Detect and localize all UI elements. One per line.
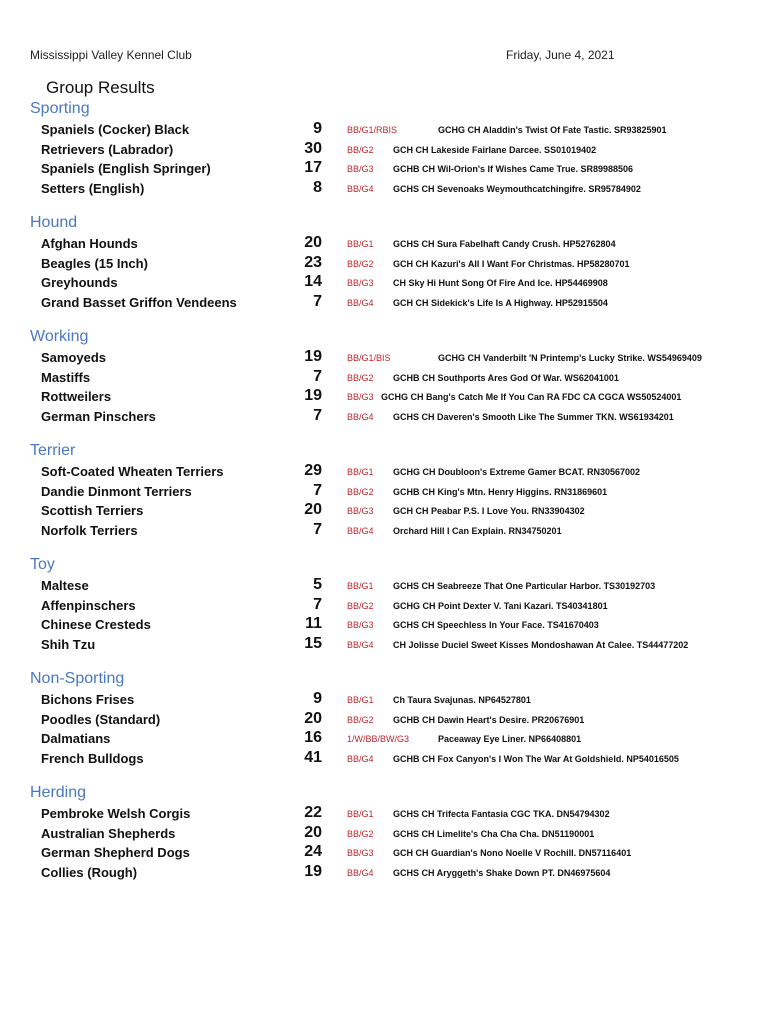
winning-dog: GCHS CH Trifecta Fantasia CGC TKA. DN54794302 — [393, 809, 610, 819]
award-label: BB/G1 — [347, 467, 374, 477]
award-label: BB/G1 — [347, 809, 374, 819]
breed-name: Chinese Cresteds — [41, 617, 151, 633]
entry-count: 30 — [304, 139, 322, 157]
group-section-hound — [0, 212, 770, 326]
report-date: Friday, June 4, 2021 — [506, 48, 615, 62]
breed-name: Australian Shepherds — [41, 825, 176, 841]
result-row — [0, 179, 770, 199]
winning-dog: GCH CH Sidekick's Life Is A Highway. HP52915504 — [393, 298, 608, 309]
group-section-herding — [0, 782, 770, 896]
result-row — [0, 863, 770, 883]
result-row — [0, 120, 770, 140]
award-label: BB/G2 — [347, 714, 374, 725]
result-row — [0, 804, 770, 824]
winning-dog: GCHB CH Southports Ares God Of War. WS62041001 — [393, 372, 619, 383]
result-row — [0, 482, 770, 502]
award-label: BB/G3 — [347, 278, 374, 289]
entry-count: 23 — [304, 253, 322, 271]
entry-count: 19 — [304, 387, 322, 405]
breed-name: Shih Tzu — [41, 637, 96, 653]
winning-dog: GCHG CH Vanderbilt 'N Printemp's Lucky Strike. WS54969409 — [438, 353, 702, 363]
group-heading: Sporting — [30, 100, 90, 117]
entry-count: 19 — [304, 863, 322, 881]
breed-name: Rottweilers — [41, 389, 112, 405]
winning-dog: GCHG CH Aladdin's Twist Of Fate Tastic. SR93825901 — [438, 125, 667, 135]
winning-dog: GCHG CH Point Dexter V. Tani Kazari. TS40341801 — [393, 600, 608, 611]
entry-count: 20 — [304, 501, 322, 519]
entry-count: 7 — [313, 407, 322, 425]
winning-dog: GCH CH Lakeside Fairlane Darcee. SS01019402 — [393, 144, 597, 155]
breed-name: Retrievers (Labrador) — [41, 141, 174, 157]
award-label: BB/G2 — [347, 258, 374, 269]
entry-count: 7 — [313, 521, 322, 539]
breed-name: Grand Basset Griffon Vendeens — [41, 295, 237, 311]
breed-name: Scottish Terriers — [41, 503, 144, 519]
breed-name: Spaniels (English Springer) — [41, 161, 211, 177]
group-heading: Herding — [30, 784, 87, 801]
group-heading: Terrier — [30, 442, 76, 459]
group-section-working — [0, 326, 770, 440]
result-list — [0, 234, 770, 313]
group-section-terrier — [0, 440, 770, 554]
breed-name: Spaniels (Cocker) Black — [41, 122, 190, 137]
result-row — [0, 462, 770, 482]
award-label: BB/G4 — [347, 298, 374, 309]
award-label: BB/G3 — [347, 620, 374, 631]
award-label: BB/G4 — [347, 526, 374, 537]
award-label: BB/G4 — [347, 184, 374, 195]
breed-name: Affenpinschers — [41, 597, 136, 613]
group-heading: Hound — [30, 214, 78, 231]
winning-dog: GCH CH Kazuri's All I Want For Christmas. HP58280701 — [393, 258, 630, 269]
winning-dog: GCH CH Guardian's Nono Noelle V Rochill. DN57116401 — [393, 848, 632, 859]
document-title: Group Results — [46, 78, 155, 97]
entry-count: 20 — [304, 234, 322, 251]
winning-dog: GCHS CH Limelite's Cha Cha Cha. DN51190001 — [393, 828, 595, 839]
entry-count: 17 — [304, 159, 322, 177]
breed-name: Dalmatians — [41, 731, 111, 747]
breed-name: Mastiffs — [41, 369, 91, 385]
breed-name: Poodles (Standard) — [41, 711, 161, 727]
award-label: BB/G4 — [347, 640, 374, 651]
entry-count: 22 — [304, 804, 322, 821]
breed-name: Norfolk Terriers — [41, 523, 138, 539]
club-name: Mississippi Valley Kennel Club — [30, 48, 192, 62]
result-row — [0, 348, 770, 368]
group-section-toy — [0, 554, 770, 668]
result-list — [0, 690, 770, 769]
group-section-non-sporting — [0, 668, 770, 782]
group-heading: Non-Sporting — [30, 670, 125, 687]
result-list — [0, 348, 770, 427]
entry-count: 7 — [313, 293, 322, 311]
result-row — [0, 234, 770, 254]
winning-dog: Paceaway Eye Liner. NP66408801 — [438, 734, 582, 745]
result-row — [0, 690, 770, 710]
breed-name: Samoyeds — [41, 350, 107, 365]
result-row — [0, 293, 770, 313]
group-section-sporting — [0, 98, 770, 212]
award-label: BB/G3 — [347, 848, 374, 859]
winning-dog: GCHG CH Doubloon's Extreme Gamer BCAT. RN30567002 — [393, 467, 641, 477]
result-list — [0, 462, 770, 541]
winning-dog: Orchard Hill I Can Explain. RN34750201 — [393, 526, 562, 537]
result-row — [0, 596, 770, 616]
award-label: BB/G1 — [347, 581, 374, 591]
entry-count: 9 — [313, 690, 322, 707]
winning-dog: GCHS CH Sevenoaks Weymouthcatchingifre. SR95784902 — [393, 184, 641, 195]
result-list — [0, 576, 770, 655]
breed-name: Maltese — [41, 578, 89, 593]
entry-count: 7 — [313, 367, 322, 385]
winning-dog: GCHB CH King's Mtn. Henry Higgins. RN31869601 — [393, 486, 608, 497]
winning-dog: GCHS CH Speechless In Your Face. TS41670403 — [393, 620, 599, 631]
breed-name: Soft-Coated Wheaten Terriers — [41, 464, 224, 479]
award-label: BB/G2 — [347, 486, 374, 497]
award-label: BB/G1/BIS — [347, 353, 391, 363]
result-row — [0, 729, 770, 749]
result-row — [0, 843, 770, 863]
entry-count: 15 — [304, 635, 322, 653]
result-row — [0, 710, 770, 730]
entry-count: 9 — [313, 120, 322, 137]
breed-name: Pembroke Welsh Corgis — [41, 806, 191, 821]
award-label: BB/G4 — [347, 754, 374, 765]
award-label: BB/G1 — [347, 239, 374, 249]
award-label: BB/G2 — [347, 144, 374, 155]
award-label: BB/G1 — [347, 695, 374, 705]
result-row — [0, 368, 770, 388]
entry-count: 5 — [313, 576, 322, 593]
award-label: BB/G3 — [347, 164, 374, 175]
entry-count: 16 — [304, 729, 322, 747]
entry-count: 20 — [304, 709, 322, 727]
breed-name: German Pinschers — [41, 409, 156, 425]
winning-dog: Ch Taura Svajunas. NP64527801 — [393, 695, 531, 705]
breed-name: Beagles (15 Inch) — [41, 255, 148, 271]
result-row — [0, 501, 770, 521]
result-list — [0, 804, 770, 883]
result-row — [0, 824, 770, 844]
award-label: BB/G2 — [347, 828, 374, 839]
entry-count: 24 — [304, 843, 322, 861]
award-label: 1/W/BB/BW/G3 — [347, 734, 410, 745]
entry-count: 11 — [305, 615, 322, 633]
winning-dog: GCHS CH Sura Fabelhaft Candy Crush. HP52762804 — [393, 239, 616, 249]
award-label: BB/G4 — [347, 868, 374, 879]
winning-dog: GCHB CH Fox Canyon's I Won The War At Goldshield. NP54016505 — [393, 754, 679, 765]
award-label: BB/G4 — [347, 412, 374, 423]
breed-name: Dandie Dinmont Terriers — [41, 483, 192, 499]
winning-dog: CH Jolisse Duciel Sweet Kisses Mondoshawan At Calee. TS44477202 — [393, 640, 689, 651]
entry-count: 7 — [313, 595, 322, 613]
group-results — [0, 98, 770, 896]
result-row — [0, 407, 770, 427]
result-row — [0, 140, 770, 160]
result-row — [0, 576, 770, 596]
entry-count: 14 — [304, 273, 322, 291]
winning-dog: GCHS CH Aryggeth's Shake Down PT. DN46975604 — [393, 868, 611, 879]
winning-dog: GCHS CH Daveren's Smooth Like The Summer TKN. WS61934201 — [393, 412, 674, 423]
result-row — [0, 615, 770, 635]
group-heading: Toy — [30, 556, 55, 573]
breed-name: German Shepherd Dogs — [41, 845, 190, 861]
result-row — [0, 273, 770, 293]
breed-name: Afghan Hounds — [41, 236, 138, 251]
award-label: BB/G1/RBIS — [347, 125, 398, 135]
winning-dog: GCHB CH Dawin Heart's Desire. PR20676901 — [393, 714, 585, 725]
entry-count: 7 — [313, 481, 322, 499]
result-row — [0, 635, 770, 655]
award-label: BB/G3 — [347, 392, 374, 403]
winning-dog: GCHB CH Wil-Orion's If Wishes Came True. SR89988506 — [393, 164, 634, 175]
award-label: BB/G2 — [347, 372, 374, 383]
winning-dog: CH Sky Hi Hunt Song Of Fire And Ice. HP54469908 — [393, 278, 608, 289]
award-label: BB/G3 — [347, 506, 374, 517]
winning-dog: GCHG CH Bang's Catch Me If You Can RA FDC CA CGCA WS50524001 — [381, 392, 682, 403]
entry-count: 19 — [304, 348, 322, 365]
breed-name: French Bulldogs — [41, 751, 144, 767]
award-label: BB/G2 — [347, 600, 374, 611]
group-heading: Working — [30, 328, 89, 345]
winning-dog: GCH CH Peabar P.S. I Love You. RN33904302 — [393, 506, 585, 517]
result-row — [0, 254, 770, 274]
result-row — [0, 749, 770, 769]
breed-name: Greyhounds — [41, 275, 118, 291]
result-row — [0, 387, 770, 407]
breed-name: Setters (English) — [41, 181, 145, 197]
result-row — [0, 159, 770, 179]
breed-name: Collies (Rough) — [41, 865, 138, 881]
entry-count: 20 — [304, 823, 322, 841]
result-list — [0, 120, 770, 199]
winning-dog: GCHS CH Seabreeze That One Particular Harbor. TS30192703 — [393, 581, 656, 591]
breed-name: Bichons Frises — [41, 692, 135, 707]
entry-count: 29 — [304, 462, 322, 479]
entry-count: 41 — [304, 749, 322, 767]
result-row — [0, 521, 770, 541]
entry-count: 8 — [313, 179, 322, 197]
